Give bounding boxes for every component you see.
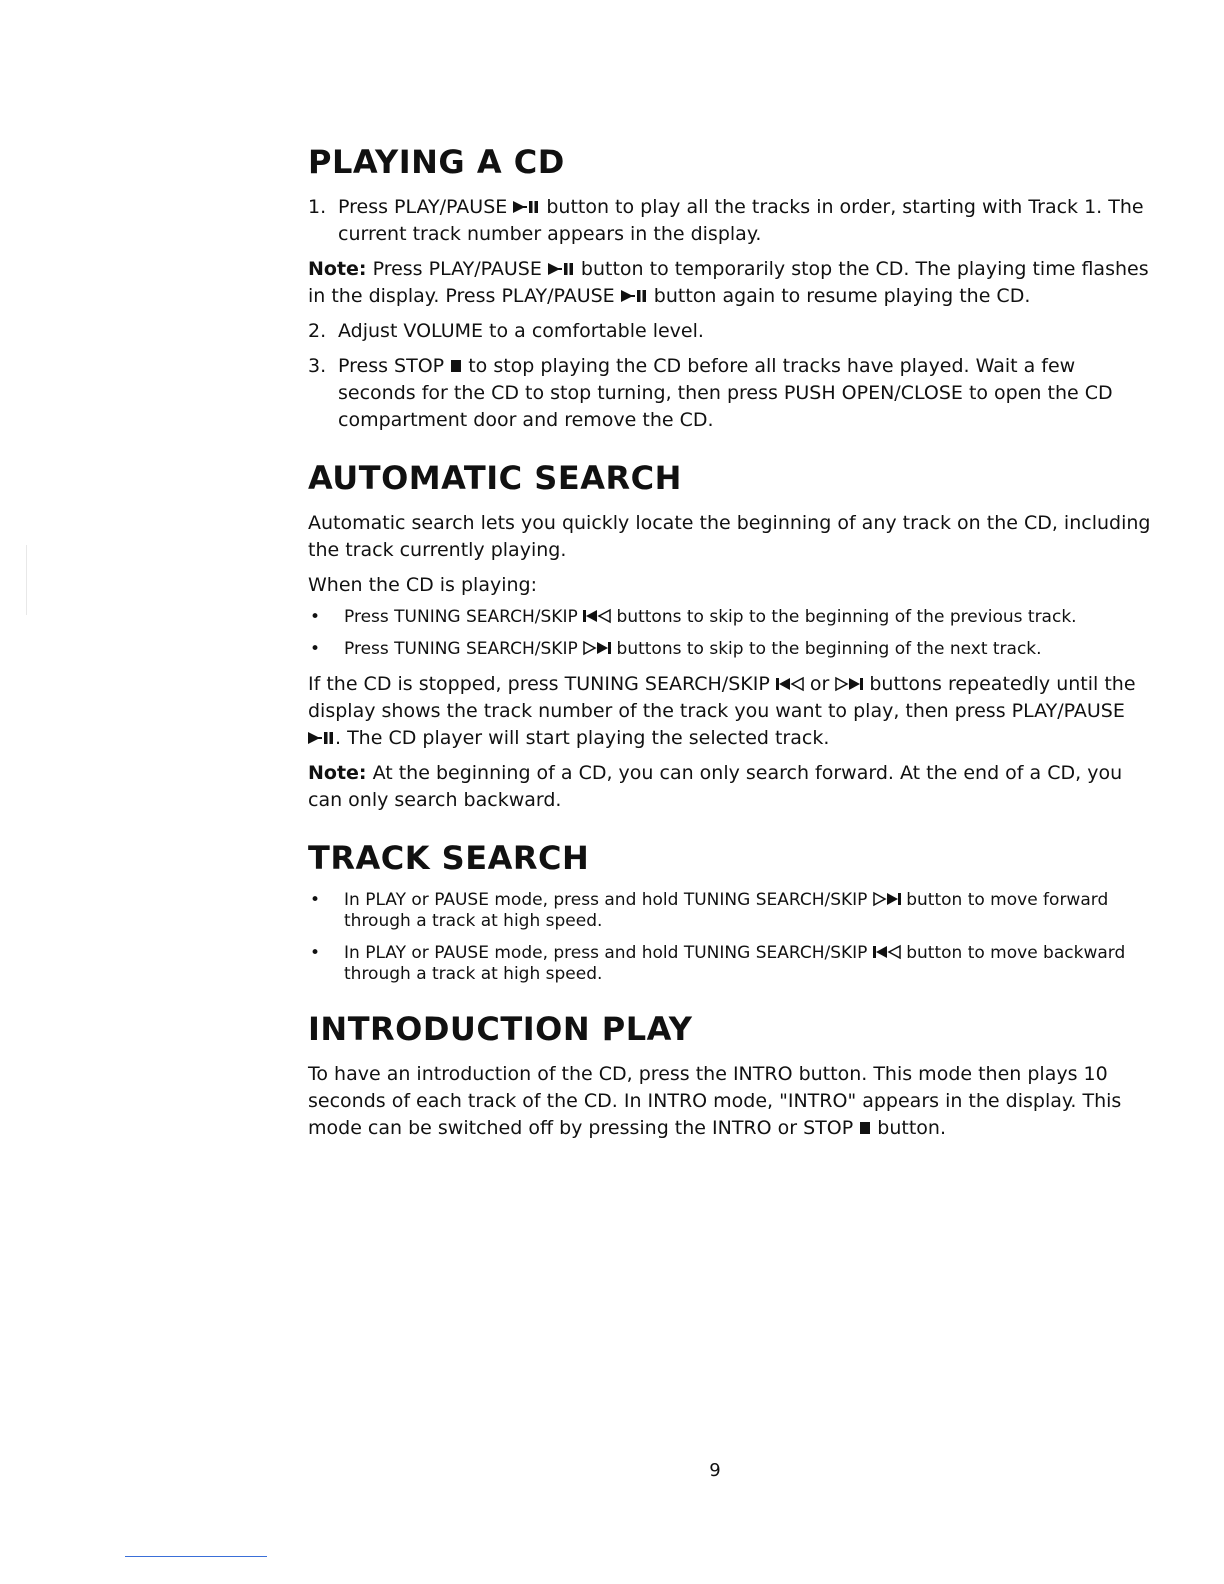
section-introduction-play [308, 1007, 1153, 1142]
scan-artifact-line [26, 545, 27, 615]
list-item [308, 639, 1153, 660]
step-3 [308, 353, 1153, 434]
when-playing-label: When the CD is playing: [308, 574, 537, 596]
bullet: • [310, 639, 321, 659]
bullet: • [310, 890, 321, 910]
heading-playing-a-cd: PLAYING A CD [308, 143, 565, 181]
list-item-text: In PLAY or PAUSE mode, press and hold TUNING SEARCH/SKIP button to move forward through a track at high speed. [344, 890, 1109, 931]
list-item-text: Press TUNING SEARCH/SKIP buttons to skip to the beginning of the next track. [344, 639, 1042, 659]
skip-back-icon [776, 676, 804, 692]
skip-forward-icon [835, 676, 863, 692]
section-track-search [308, 836, 1153, 985]
play-pause-icon [513, 199, 540, 215]
step-number: 2. [308, 320, 327, 342]
note-search-direction: Note: At the beginning of a CD, you can only search forward. At the end of a CD, you can only search backward. [308, 762, 1123, 811]
skip-back-icon [583, 608, 611, 624]
play-pause-icon [548, 261, 575, 277]
stop-icon [859, 1120, 871, 1136]
step-text: Press STOP to stop playing the CD before all tracks have played. Wait a few seconds for the CD to stop turning, then press PUSH OPEN/CLOSE to open the CD compartment door and remove the CD. [338, 355, 1113, 431]
stopped-instructions: If the CD is stopped, press TUNING SEARCH/SKIP or buttons repeatedly until the display shows the track number of the track you want to play, then press PLAY/PAUSE . The CD player will start playing the selected track. [308, 673, 1136, 749]
note-pause: Note: Press PLAY/PAUSE button to temporarily stop the CD. The playing time flashes in the display. Press PLAY/PAUSE button again to resume playing the CD. [308, 258, 1149, 307]
step-text: Adjust VOLUME to a comfortable level. [338, 320, 704, 342]
heading-introduction-play: INTRODUCTION PLAY [308, 1010, 693, 1048]
bullet: • [310, 943, 321, 963]
intro-play-text: To have an introduction of the CD, press the INTRO button. This mode then plays 10 seconds of each track of the CD. In INTRO mode, "INTRO" appears in the display. This mode can be switched off by pressing the INTRO or STOP button. [308, 1063, 1122, 1139]
list-item [308, 890, 1153, 932]
section-automatic-search [308, 456, 1153, 814]
step-number: 3. [308, 355, 327, 377]
list-item [308, 607, 1153, 628]
skip-forward-icon [873, 891, 901, 907]
skip-back-icon [873, 944, 901, 960]
list-item-text: Press TUNING SEARCH/SKIP buttons to skip to the beginning of the previous track. [344, 607, 1077, 627]
step-text: Press PLAY/PAUSE button to play all the tracks in order, starting with Track 1. The current track number appears in the display. [338, 196, 1144, 245]
step-2 [308, 318, 1153, 345]
step-number: 1. [308, 196, 327, 218]
list-item-text: In PLAY or PAUSE mode, press and hold TUNING SEARCH/SKIP button to move backward through a track at high speed. [344, 943, 1126, 984]
step-1 [308, 194, 1153, 248]
heading-track-search: TRACK SEARCH [308, 839, 590, 877]
footer-rule [125, 1556, 267, 1557]
play-pause-icon [308, 730, 335, 746]
list-item [308, 943, 1153, 985]
manual-page [308, 140, 1153, 1164]
play-pause-icon [621, 288, 648, 304]
skip-forward-icon [583, 640, 611, 656]
page-number: 9 [709, 1460, 721, 1481]
heading-automatic-search: AUTOMATIC SEARCH [308, 459, 682, 497]
section-playing-a-cd [308, 140, 1153, 434]
bullet: • [310, 607, 321, 627]
stop-icon [450, 358, 462, 374]
automatic-search-intro: Automatic search lets you quickly locate the beginning of any track on the CD, including the track currently playing. [308, 512, 1151, 561]
